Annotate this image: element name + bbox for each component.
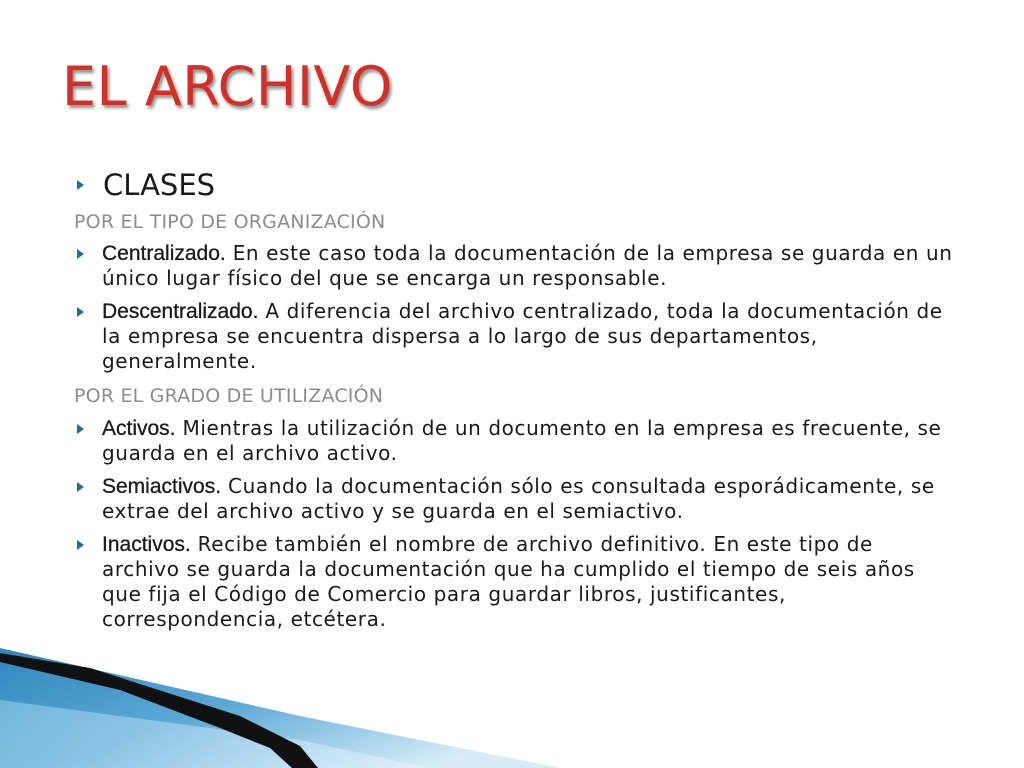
section-label-organizacion: POR EL TIPO DE ORGANIZACIÓN: [74, 211, 386, 233]
item-term: Activos.: [102, 417, 176, 440]
list-item-centralizado: [74, 241, 954, 291]
swoosh-blue: [0, 648, 560, 768]
item-text: A diferencia del archivo centralizado, toda la documentación de la empresa se encuentra dispersa a lo largo de sus departamentos, generalmente.: [102, 299, 943, 373]
list-item-semiactivos: [74, 474, 954, 524]
triangle-bullet-icon: [77, 424, 84, 434]
item-term: Centralizado.: [102, 242, 226, 265]
item-text: Recibe también el nombre de archivo definitivo. En este tipo de archivo se guarda la documentación que ha cumplido el tiempo de seis años que fija el Código de Comercio para guardar libros, justificantes, correspondencia, etcétera.: [102, 532, 915, 631]
item-text: Mientras la utilización de un documento en la empresa es frecuente, se guarda en el archivo activo.: [102, 416, 942, 465]
swoosh-black: [0, 653, 318, 768]
item-term: Inactivos.: [102, 533, 191, 556]
list-item-activos: [74, 416, 954, 466]
list-item-descentralizado: [74, 299, 954, 374]
triangle-bullet-icon: [77, 540, 84, 550]
list-utilizacion: [74, 416, 954, 640]
list-item-inactivos: [74, 532, 954, 632]
list-organizacion: [74, 241, 954, 382]
swoosh-light: [0, 700, 430, 768]
section-label-utilizacion: POR EL GRADO DE UTILIZACIÓN: [74, 385, 384, 407]
item-text: En este caso toda la documentación de la empresa se guarda en un único lugar físico del que se encarga un responsable.: [102, 241, 953, 290]
triangle-bullet-icon: [77, 180, 84, 190]
item-term: Semiactivos.: [102, 475, 222, 498]
heading-text: CLASES: [103, 168, 216, 202]
heading-row: [74, 168, 215, 202]
triangle-bullet-icon: [77, 482, 84, 492]
triangle-bullet-icon: [77, 307, 84, 317]
triangle-bullet-icon: [77, 249, 84, 259]
slide-title: EL ARCHIVO: [62, 55, 393, 118]
item-term: Descentralizado.: [102, 300, 259, 323]
item-text: Cuando la documentación sólo es consultada esporádicamente, se extrae del archivo activo y se guarda en el semiactivo.: [102, 474, 935, 523]
